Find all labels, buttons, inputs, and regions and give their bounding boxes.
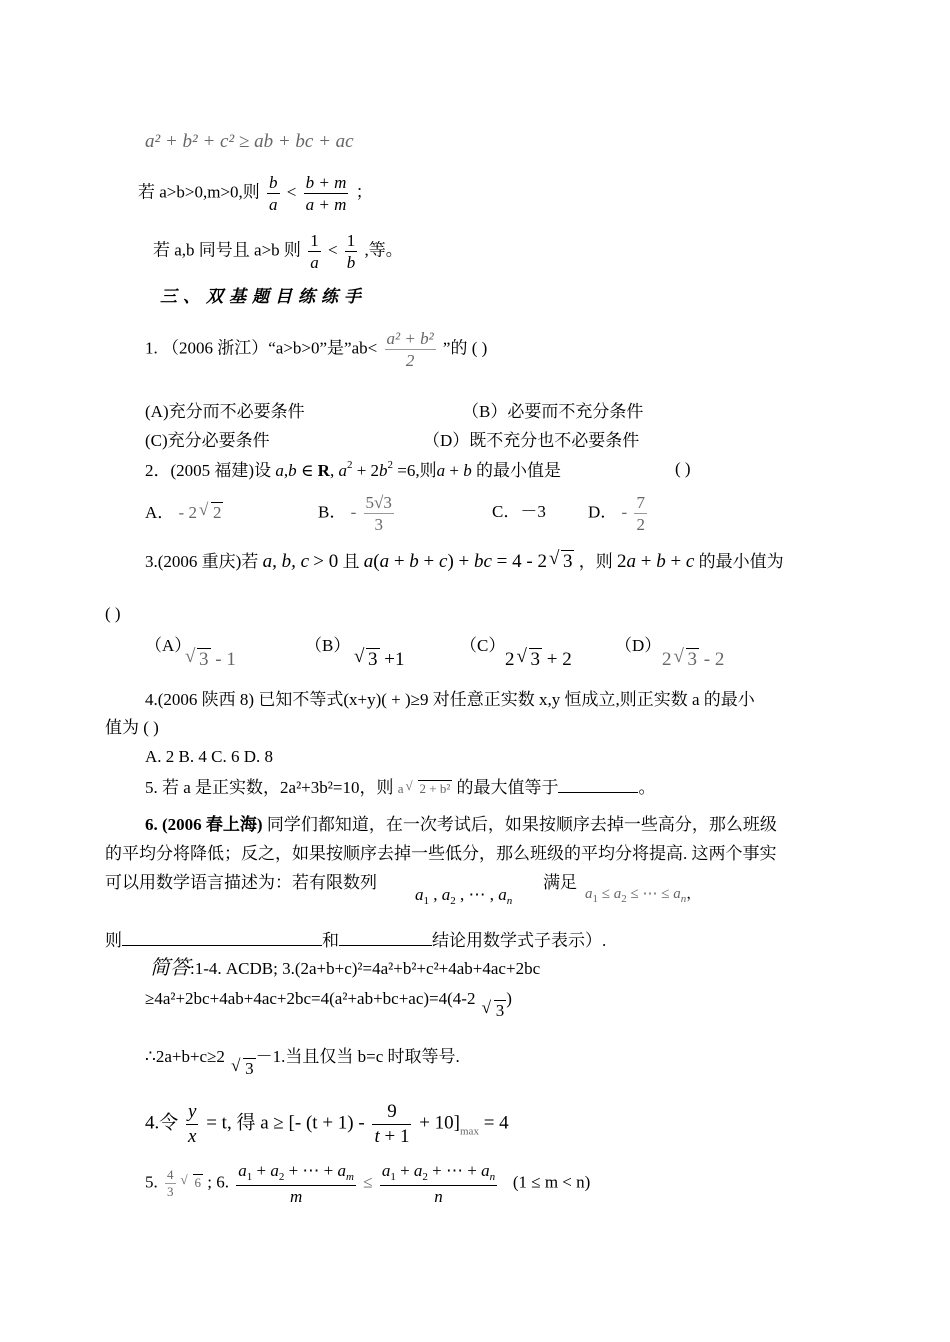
fraction-4-over-3: $\frac{4}{3}$ [167,1166,174,1199]
sequence-ordering: $a_1 \le a_2$ ≤ ⋯ ≤ $a_n$， [585,886,702,905]
q6-line1: 同学们都知道，在一次考试后，如果按顺序去掉一些高分，那么班级 [262,815,777,834]
q6-line4-prefix: 则 [105,931,122,950]
question-2: 2．(2005 福建)设 a,b ∈ R, $a^2 + 2b^2 =6$,则a + b 的最小值是 [145,459,561,480]
fraction-1-over-b: $\frac{1}{b}$ [346,231,356,273]
answers-line2: ≥4a²+2bc+4ab+4ac+2bc=4(a²+ab+bc+ac)=4(4-2 [145,989,476,1008]
q5-end: 。 [638,778,656,797]
q2-option-a-label: A． [145,503,175,522]
q4-line-2: 值为 ( ) [105,718,159,737]
q3-and: 且 [342,552,360,571]
q2-option-d: D． - $\frac{7}{2}$ [588,493,645,535]
fraction-sum-over-m: $\frac{a_1 + a_2 + \cdots + a_m}{m}$ [238,1161,354,1206]
fraction-b-over-a: $\frac{b}{a}$ [269,173,278,215]
sqrt-icon: √ 2 + b² [406,780,453,797]
q6-line4-and: 和 [322,931,339,950]
q3-then: ，则 [578,552,613,571]
question-6-line-1 [145,815,777,835]
question-5: 5. 若 a 是正实数，2a²+3b²=10，则 a√ 2 + b² 的最大值等于 。 [145,776,655,798]
question-3: 3.(2006 重庆)若 a, b, c > 0 且 a(a + b + c) + bc = 4 - 2√ 3 ，则 2a + b + c 的最小值为 [145,550,784,574]
q3-option-c-label: （C） [460,636,506,655]
answers-line4-mid: = t, 得 a ≥ [- (t + 1) - [206,1112,365,1134]
answers-line-3 [145,1046,460,1078]
q6-blank-1[interactable] [122,929,322,946]
q3-option-b-label: （B） [305,636,351,655]
question-1 [145,328,487,372]
q3-option-d-value: 2√ 3 - 2 [662,648,724,672]
section-title: 三、双基题目练练手 [160,287,367,307]
q5-suffix: 的最大值等于 [456,778,559,797]
q3-suffix: 的最小值为 [698,552,784,571]
inequality-reciprocal-line: 若 a,b 同号且 a>b 则 $\frac{1}{a}$ < $\frac{1}{b}$ ,等。 [153,231,403,273]
answers-line-2 [145,988,512,1020]
sqrt-icon: √ 3 [231,1058,256,1079]
q6-line-4 [105,929,606,951]
answers-line-1 [150,956,540,980]
q6-line-2: 的平均分将降低；反之，如果按顺序去掉一些低分，那么班级的平均分将提高. 这两个事实 [105,844,777,863]
inequality-ratio-line: 若 a>b>0,m>0,则 $\frac{b}{a}$ < $\frac{b + m}{a + m}$ ； [138,173,373,215]
answers-line-5: 5. $\frac{4}{3}$ √ 6 ; 6. $\frac{a_1 + a_2 + \cdots + a_m}{m}$ ≤ $\frac{a_1 + a_2 + \cdots + a_n}{n}$ (1 ≤ m < n) [145,1160,590,1207]
ineq2-prefix: 若 a>b>0,m>0,则 [138,182,260,202]
q1-option-c: (C)充分必要条件 [145,431,270,450]
q3-option-b-value: √ 3 +1 [352,648,404,672]
sequence-a1-to-an: $a_1$ , $a_2$ , ⋯ , $a_n$ [415,885,513,907]
fraction-1-over-a: $\frac{1}{a}$ [310,231,319,273]
answers-label: 简答 [150,957,190,979]
q2-option-c: C．－3 [492,502,546,521]
q6-satisfy: 满足 [543,873,577,892]
inequality-sum-squares: a² + b² + c² ≥ ab + bc + ac [145,131,354,152]
answers-line5-end: (1 ≤ m < n) [512,1172,591,1192]
q6-line-3: 可以用数学语言描述为：若有限数列 [105,873,377,892]
ineq3-suffix: ,等。 [364,240,403,260]
fraction-y-over-x: $\frac{y}{x}$ [188,1101,197,1147]
answers-line3-suffix: －1.当且仅当 b=c 时取等号. [255,1047,460,1066]
sqrt-icon: √ 3 [549,550,575,574]
q6-blank-2[interactable] [339,929,432,946]
q3-option-d-label: （D） [615,636,662,655]
q2-answer-paren: ( ) [675,459,691,478]
q2-option-d-label: D． [588,502,618,522]
q2-option-b: B． - $\frac{5√3}{3}$ [318,493,392,535]
q1-option-d: （D）既不充分也不必要条件 [423,431,640,450]
sqrt-icon: √ 3 [482,1000,507,1021]
ineq3-prefix: 若 a,b 同号且 a>b 则 [153,240,301,260]
answers-line4-prefix: 4.令 [145,1112,179,1134]
q6-line4-suffix: 结论用数学式子表示）. [432,931,607,950]
answers-line4-max: max [460,1125,479,1138]
fraction-bm-over-am: $\frac{b + m}{a + m}$ [305,173,347,215]
q2-suffix: 的最小值是 [475,461,561,480]
fraction-sum-over-n: $\frac{a_1 + a_2 + \cdots + a_n}{n}$ [381,1161,496,1206]
fraction-a2b2-over-2: $\frac{\text{a² + b²}}{2}$ [386,329,434,371]
q5-answer-blank[interactable] [558,776,638,793]
q1-option-a: (A)充分而不必要条件 [145,402,305,421]
sqrt-icon: √ 6 [181,1174,204,1191]
q3-prefix: 3.(2006 重庆)若 [145,552,259,571]
q6-label: 6. (2006 春上海) [145,815,263,834]
q1-option-b: （B）必要而不充分条件 [462,402,644,421]
fraction-7-over-2: $\frac{7}{2}$ [636,493,645,535]
fraction-5sqrt3-over-3: $\frac{5√3}{3}$ [365,493,392,535]
q3-option-a-value: √ 3 - 1 [183,648,236,672]
answers-line5-mid: ; 6. [207,1172,229,1192]
q5-prefix: 5. 若 a 是正实数，2a²+3b²=10，则 [145,778,394,797]
q3-option-a-label: （A） [145,636,192,655]
q1-text: 1. （2006 浙江）“a>b>0”是”ab< [145,338,378,358]
q2-prefix: 2．(2005 福建)设 [145,461,272,480]
answers-line1: :1-4. ACDB; 3.(2a+b+c)²=4a²+b²+c²+4ab+4ac+2bc [190,959,541,978]
q1-suffix: ”的 ( ) [442,338,488,358]
sqrt-icon: √ 2 [199,502,224,523]
q4-options: A. 2 B. 4 C. 6 D. 8 [145,747,273,766]
q2-mid: =6,则 [397,461,437,480]
q3-answer-paren: ( ) [105,604,121,623]
answers-line-4 [145,1100,509,1149]
answers-line4-tail: + 10] [419,1112,460,1134]
answers-line4-end: = 4 [483,1112,509,1134]
q3-option-c-value: 2√ 3 + 2 [505,648,572,672]
q2-option-a: A． - 2√ 2 [145,502,223,523]
answers-line5-prefix: 5. [145,1172,158,1192]
fraction-9-over-t1: $\frac{9}{t + 1}$ [374,1101,410,1147]
answers-line2-end: ) [506,989,512,1008]
q2-option-b-label: B． [318,502,347,522]
q4-line-1: 4.(2006 陕西 8) 已知不等式(x+y)( + )≥9 对任意正实数 x,y 恒成立,则正实数 a 的最小 [145,690,755,709]
answers-line3-prefix: ∴2a+b+c≥2 [145,1047,225,1066]
